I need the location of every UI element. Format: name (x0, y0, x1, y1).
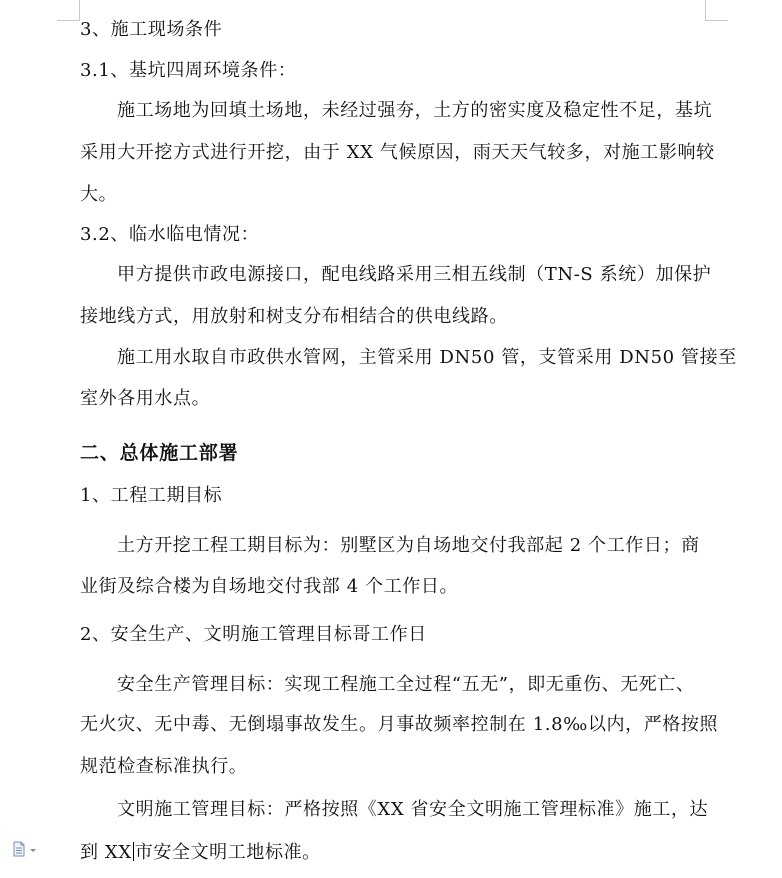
paragraph-line-with-cursor[interactable] (80, 842, 321, 863)
paragraph-line: 规范检查标准执行。 (80, 756, 248, 777)
paragraph-line: 接地线方式，用放射和树支分布相结合的供电线路。 (80, 306, 508, 327)
section-heading: 2、安全生产、文明施工管理目标哥工作日 (80, 624, 427, 645)
section-heading: 3、施工现场条件 (80, 19, 223, 40)
paragraph-line: 土方开挖工程工期目标为：别墅区为自场地交付我部起 2 个工作日；商 (117, 535, 700, 556)
paragraph-line: 甲方提供市政电源接口，配电线路采用三相五线制（TN-S 系统）加保护 (117, 264, 712, 285)
paragraph-line: 业街及综合楼为自场地交付我部 4 个工作日。 (80, 576, 459, 597)
subsection-heading: 3.1、基坑四周环境条件： (80, 60, 297, 81)
crop-mark-top-left (57, 0, 80, 21)
document-options-icon[interactable] (13, 841, 39, 857)
text-before-cursor: 到 XX (80, 842, 132, 863)
paragraph-line: 文明施工管理目标：严格按照《XX 省安全文明施工管理标准》施工，达 (117, 799, 709, 820)
paragraph-line: 安全生产管理目标：实现工程施工全过程“五无”，即无重伤、无死亡、 (117, 674, 695, 695)
crop-mark-top-right (705, 0, 728, 21)
paragraph-line: 室外各用水点。 (80, 388, 211, 409)
paragraph-line: 大。 (80, 184, 118, 205)
paragraph-line: 采用大开挖方式进行开挖，由于 XX 气候原因，雨天天气较多，对施工影响较 (80, 142, 715, 163)
paragraph-line: 无火灾、无中毒、无倒塌事故发生。月事故频率控制在 1.8‰以内，严格按照 (80, 714, 719, 735)
text-after-cursor: 市安全文明工地标准。 (134, 842, 321, 863)
paragraph-line: 施工场地为回填土场地，未经过强夯，土方的密实度及稳定性不足，基坑 (117, 100, 713, 121)
section-heading: 1、工程工期目标 (80, 485, 223, 506)
text-cursor (133, 842, 134, 861)
subsection-heading: 3.2、临水临电情况： (80, 224, 260, 245)
chapter-heading: 二、总体施工部署 (80, 442, 239, 464)
paragraph-line: 施工用水取自市政供水管网，主管采用 DN50 管，支管采用 DN50 管接至 (117, 347, 737, 368)
